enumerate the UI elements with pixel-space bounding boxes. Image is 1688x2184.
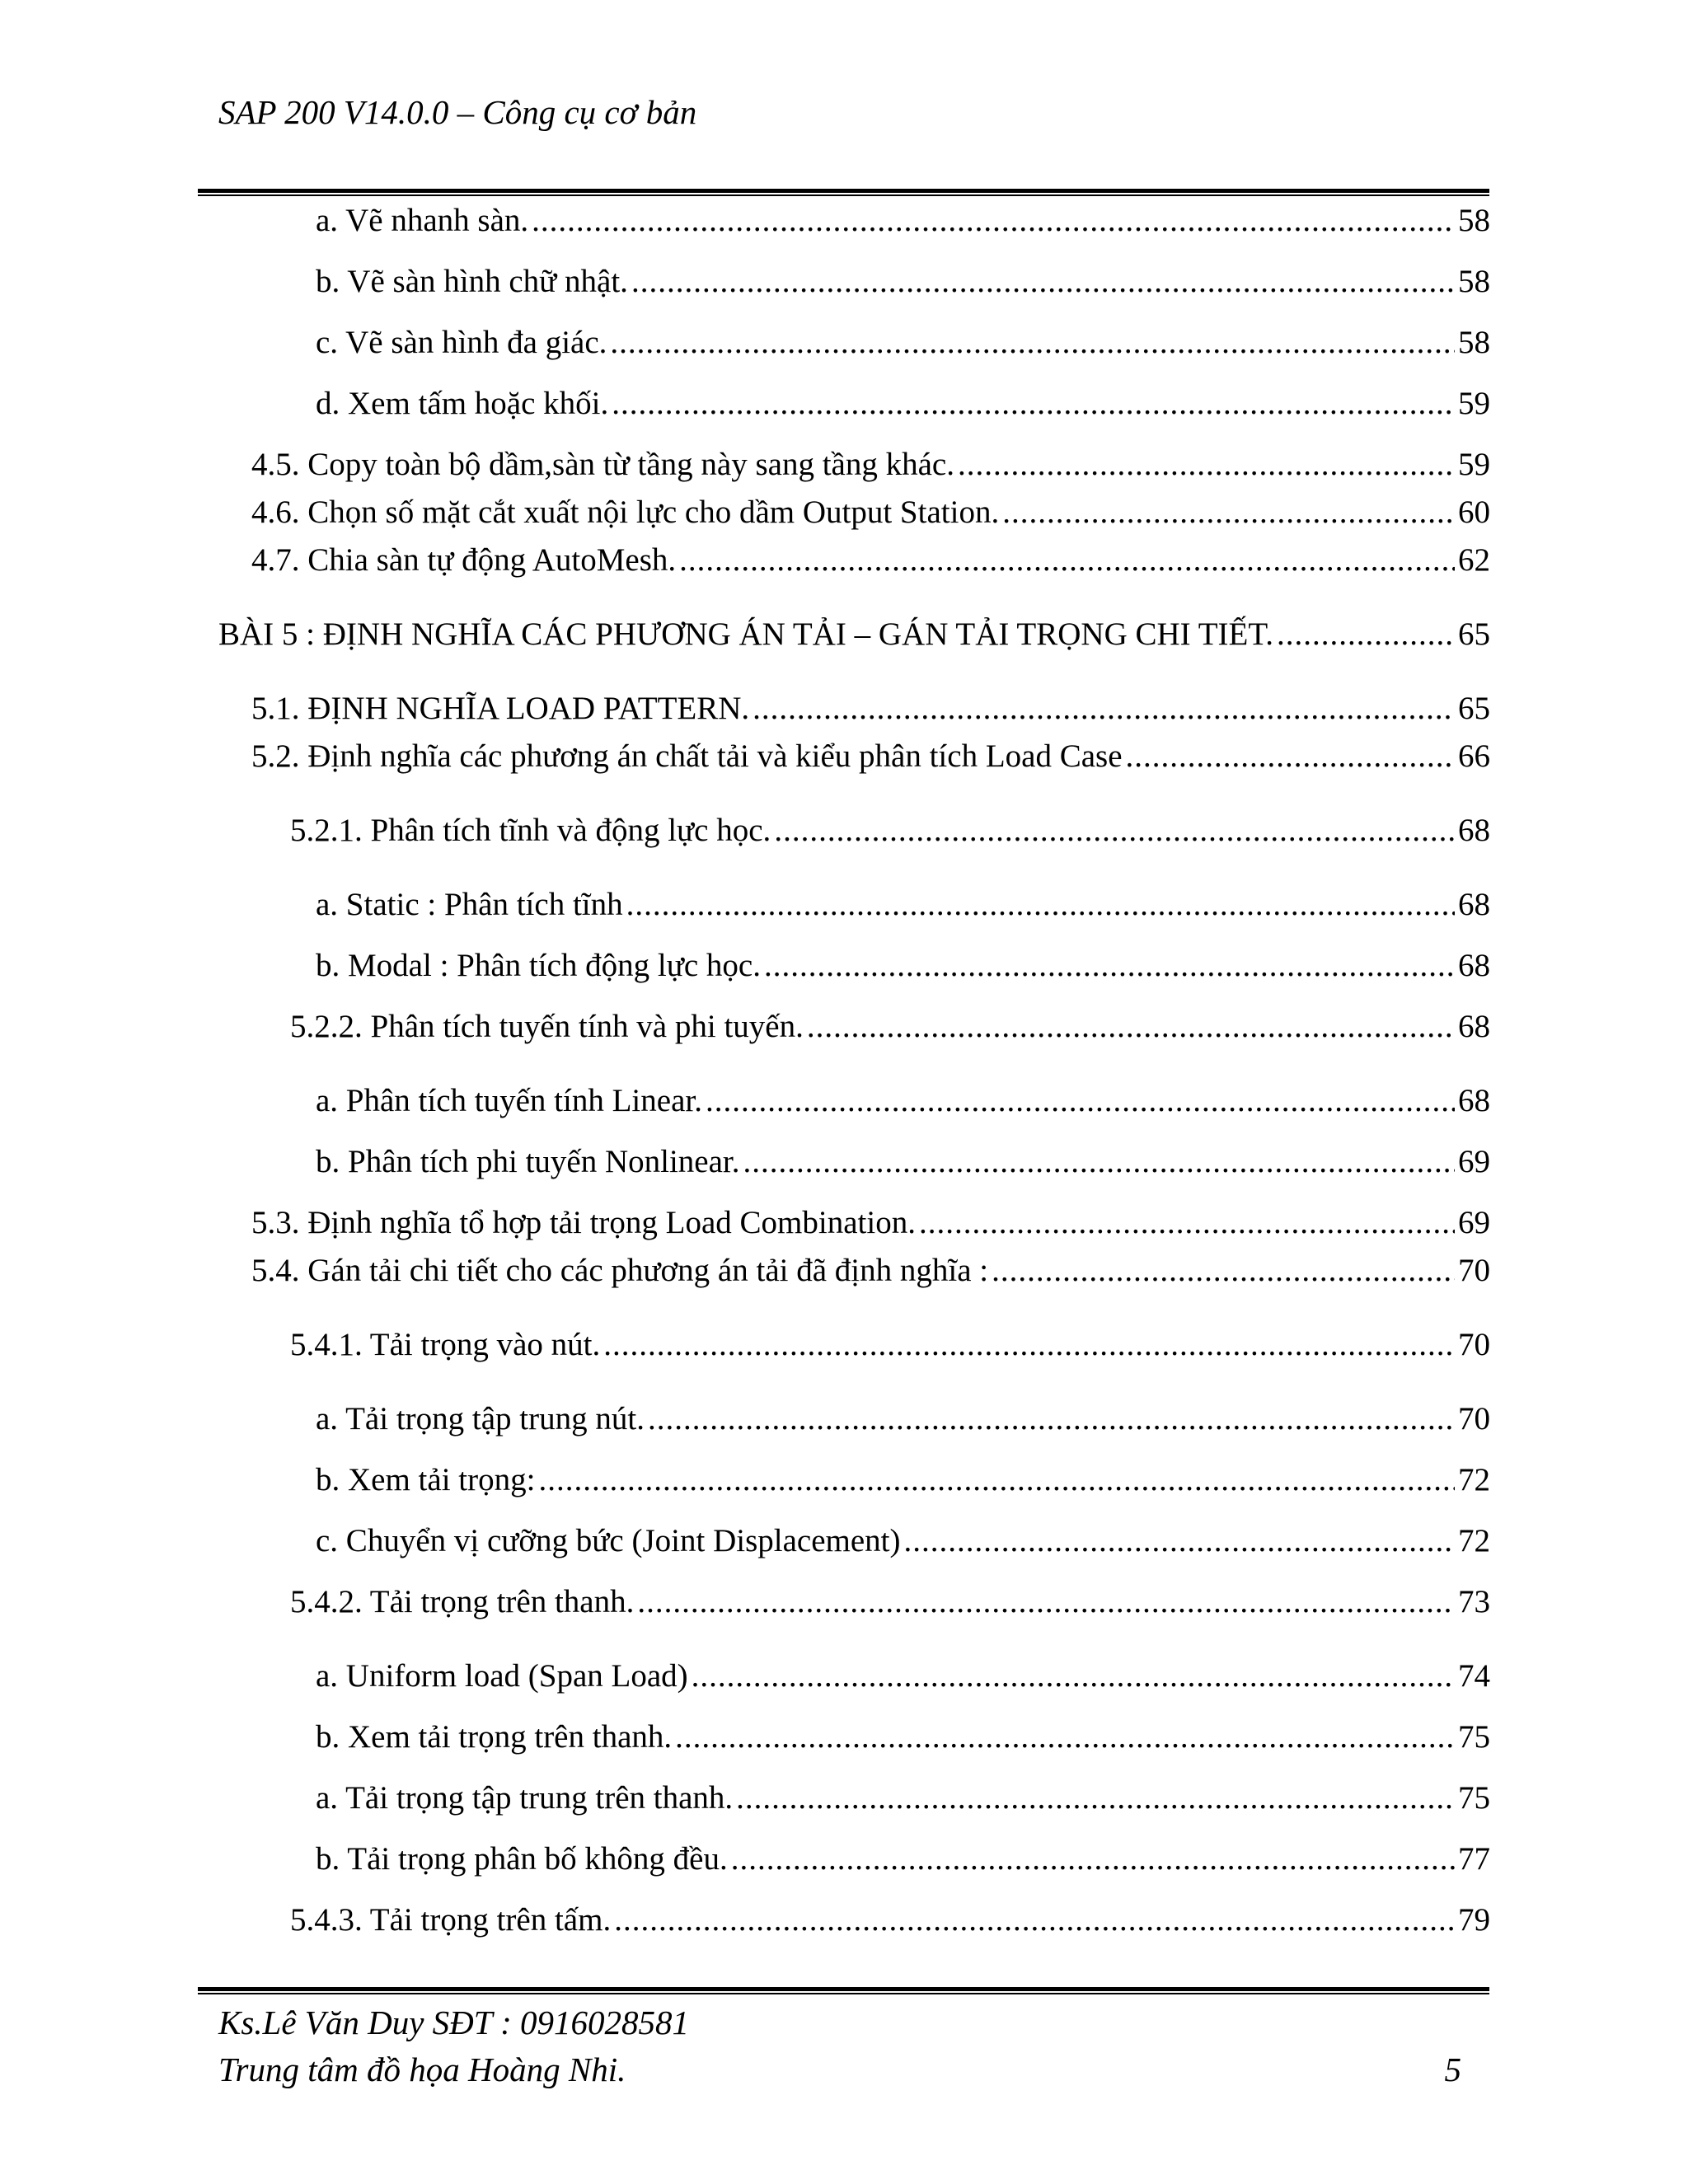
toc-page-number: 65: [1458, 691, 1490, 726]
toc-dot-leader: [774, 814, 1455, 846]
toc-dot-leader: [919, 1207, 1455, 1239]
toc-entry-title: b. Tải trọng phân bố không đều.: [316, 1841, 728, 1877]
toc-entry: [316, 387, 1490, 419]
toc-entry-title: b. Xem tải trọng:: [316, 1462, 536, 1497]
toc-page-number: 60: [1458, 494, 1490, 530]
toc-entry: [316, 265, 1490, 298]
toc-entry: [316, 1464, 1490, 1496]
toc-page-number: 58: [1458, 203, 1490, 238]
toc-entry-title: c. Vẽ sàn hình đa giác.: [316, 325, 607, 360]
toc-entry: [251, 1207, 1490, 1239]
toc-dot-leader: [1277, 618, 1455, 650]
toc-entry: [290, 1010, 1490, 1043]
toc-dot-leader: [731, 1843, 1455, 1875]
toc-dot-leader: [764, 949, 1455, 982]
toc-entry-title: b. Vẽ sàn hình chữ nhật.: [316, 264, 628, 299]
toc-dot-leader: [626, 888, 1455, 921]
toc-page-number: 58: [1458, 264, 1490, 299]
toc-entry-title: 4.5. Copy toàn bộ dầm,sàn từ tầng này sang tầng khác.: [251, 447, 954, 482]
toc-entry-title: 4.6. Chọn số mặt cắt xuất nội lực cho dầm Output Station.: [251, 494, 1000, 530]
toc-dot-leader: [753, 692, 1455, 724]
toc-page-number: 68: [1458, 887, 1490, 922]
toc-entry-title: a. Tải trọng tập trung trên thanh.: [316, 1780, 734, 1816]
toc-dot-leader: [692, 1660, 1455, 1692]
toc-dot-leader: [736, 1782, 1455, 1814]
toc-entry-title: b. Xem tải trọng trên thanh.: [316, 1719, 673, 1755]
toc-dot-leader: [612, 387, 1455, 419]
toc-dot-leader: [992, 1254, 1455, 1286]
toc-page-number: 68: [1458, 948, 1490, 983]
toc-dot-leader: [706, 1085, 1455, 1117]
footer-author: Ks.Lê Văn Duy SĐT : 0916028581: [218, 2004, 689, 2041]
toc-dot-leader: [538, 1464, 1455, 1496]
toc-entry-title: 5.3. Định nghĩa tổ hợp tải trọng Load Combination.: [251, 1205, 916, 1240]
toc-page-number: 73: [1458, 1584, 1490, 1619]
toc-entry: [316, 888, 1490, 921]
toc-entry: [316, 1085, 1490, 1117]
toc-entry-title: c. Chuyển vị cưỡng bức (Joint Displacement): [316, 1523, 901, 1558]
toc-entry-title: 5.2.2. Phân tích tuyến tính và phi tuyến.: [290, 1009, 804, 1044]
toc-page-number: 69: [1458, 1205, 1490, 1240]
toc-page-number: 74: [1458, 1658, 1490, 1694]
toc-page-number: 68: [1458, 813, 1490, 848]
toc-page-number: 69: [1458, 1144, 1490, 1179]
toc-entry-title: a. Tải trọng tập trung nút.: [316, 1401, 645, 1436]
toc-entry-title: 5.4.2. Tải trọng trên thanh.: [290, 1584, 635, 1619]
toc-entry: [316, 1721, 1490, 1753]
toc-dot-leader: [743, 1146, 1455, 1178]
toc-page-number: 75: [1458, 1719, 1490, 1755]
toc-entry: [316, 1782, 1490, 1814]
toc-entry: [290, 1904, 1490, 1936]
toc-entry: [316, 1660, 1490, 1692]
toc-dot-leader: [648, 1403, 1455, 1435]
toc-page-number: 59: [1458, 447, 1490, 482]
toc-page-number: 58: [1458, 325, 1490, 360]
toc-page-number: 68: [1458, 1083, 1490, 1118]
toc-entry-title: a. Static : Phân tích tĩnh: [316, 887, 623, 922]
toc-page-number: 68: [1458, 1009, 1490, 1044]
toc-dot-leader: [610, 326, 1455, 359]
toc-page-number: 72: [1458, 1523, 1490, 1558]
toc-dot-leader: [1126, 740, 1455, 772]
toc-entry-title: 5.1. ĐỊNH NGHĨA LOAD PATTERN.: [251, 691, 750, 726]
toc-entry-title: 5.2.1. Phân tích tĩnh và động lực học.: [290, 813, 771, 848]
toc-entry: [251, 692, 1490, 724]
toc-dot-leader: [631, 265, 1455, 298]
toc-entry: [251, 1254, 1490, 1286]
toc-entry: [218, 618, 1490, 650]
toc-entry-title: b. Modal : Phân tích động lực học.: [316, 948, 761, 983]
toc-entry-title: a. Vẽ nhanh sàn.: [316, 203, 529, 238]
toc-entry-title: a. Uniform load (Span Load): [316, 1658, 688, 1694]
toc-entry-title: 5.4.1. Tải trọng vào nút.: [290, 1327, 601, 1362]
toc-page-number: 70: [1458, 1401, 1490, 1436]
toc-entry: [316, 204, 1490, 237]
toc-page-number: 65: [1458, 616, 1490, 652]
toc-page-number: 72: [1458, 1462, 1490, 1497]
toc-entry-title: 5.4.3. Tải trọng trên tấm.: [290, 1902, 612, 1938]
toc-page-number: 62: [1458, 542, 1490, 578]
footer-organization: Trung tâm đồ họa Hoàng Nhi.: [218, 2050, 626, 2088]
toc-entry: [316, 1525, 1490, 1557]
footer-rule: [198, 1987, 1489, 1994]
footer-page-number: 5: [1444, 2050, 1461, 2088]
toc-dot-leader: [1002, 496, 1455, 528]
toc-entry: [316, 1403, 1490, 1435]
toc-entry: [316, 1843, 1490, 1875]
toc-page-number: 66: [1458, 738, 1490, 774]
toc-entry: [251, 740, 1490, 772]
toc-dot-leader: [903, 1525, 1455, 1557]
toc-entry: [290, 1329, 1490, 1361]
toc-page-number: 70: [1458, 1253, 1490, 1288]
toc-dot-leader: [614, 1904, 1455, 1936]
toc-page-number: 77: [1458, 1841, 1490, 1877]
toc-entry: [316, 1146, 1490, 1178]
toc-page-number: 79: [1458, 1902, 1490, 1938]
toc-entry: [290, 1586, 1490, 1618]
toc-entry-title: d. Xem tấm hoặc khối.: [316, 386, 609, 421]
toc-page-number: 70: [1458, 1327, 1490, 1362]
toc-entry: [251, 544, 1490, 576]
toc-entry: [251, 448, 1490, 480]
toc-entry-title: a. Phân tích tuyến tính Linear.: [316, 1083, 702, 1118]
toc-dot-leader: [637, 1586, 1455, 1618]
toc-page-number: 59: [1458, 386, 1490, 421]
page-header-title: SAP 200 V14.0.0 – Công cụ cơ bản: [218, 93, 697, 131]
toc-page-number: 75: [1458, 1780, 1490, 1816]
toc-entry-title: 4.7. Chia sàn tự động AutoMesh.: [251, 542, 677, 578]
toc-dot-leader: [603, 1329, 1455, 1361]
toc-entry-title: b. Phân tích phi tuyến Nonlinear.: [316, 1144, 740, 1179]
toc-entry-title: 5.4. Gán tải chi tiết cho các phương án tải đã định nghĩa :: [251, 1253, 989, 1288]
toc-entry-title: BÀI 5 : ĐỊNH NGHĨA CÁC PHƯƠNG ÁN TẢI – GÁN TẢI TRỌNG CHI TIẾT.: [218, 616, 1274, 652]
toc-dot-leader: [679, 544, 1455, 576]
toc-entry: [316, 949, 1490, 982]
toc-entry: [316, 326, 1490, 359]
toc-dot-leader: [532, 204, 1455, 237]
toc-dot-leader: [958, 448, 1455, 480]
toc-entry: [290, 814, 1490, 846]
toc-dot-leader: [807, 1010, 1455, 1043]
toc-entry: [251, 496, 1490, 528]
toc-entry-title: 5.2. Định nghĩa các phương án chất tải và kiểu phân tích Load Case: [251, 738, 1123, 774]
toc-dot-leader: [675, 1721, 1455, 1753]
